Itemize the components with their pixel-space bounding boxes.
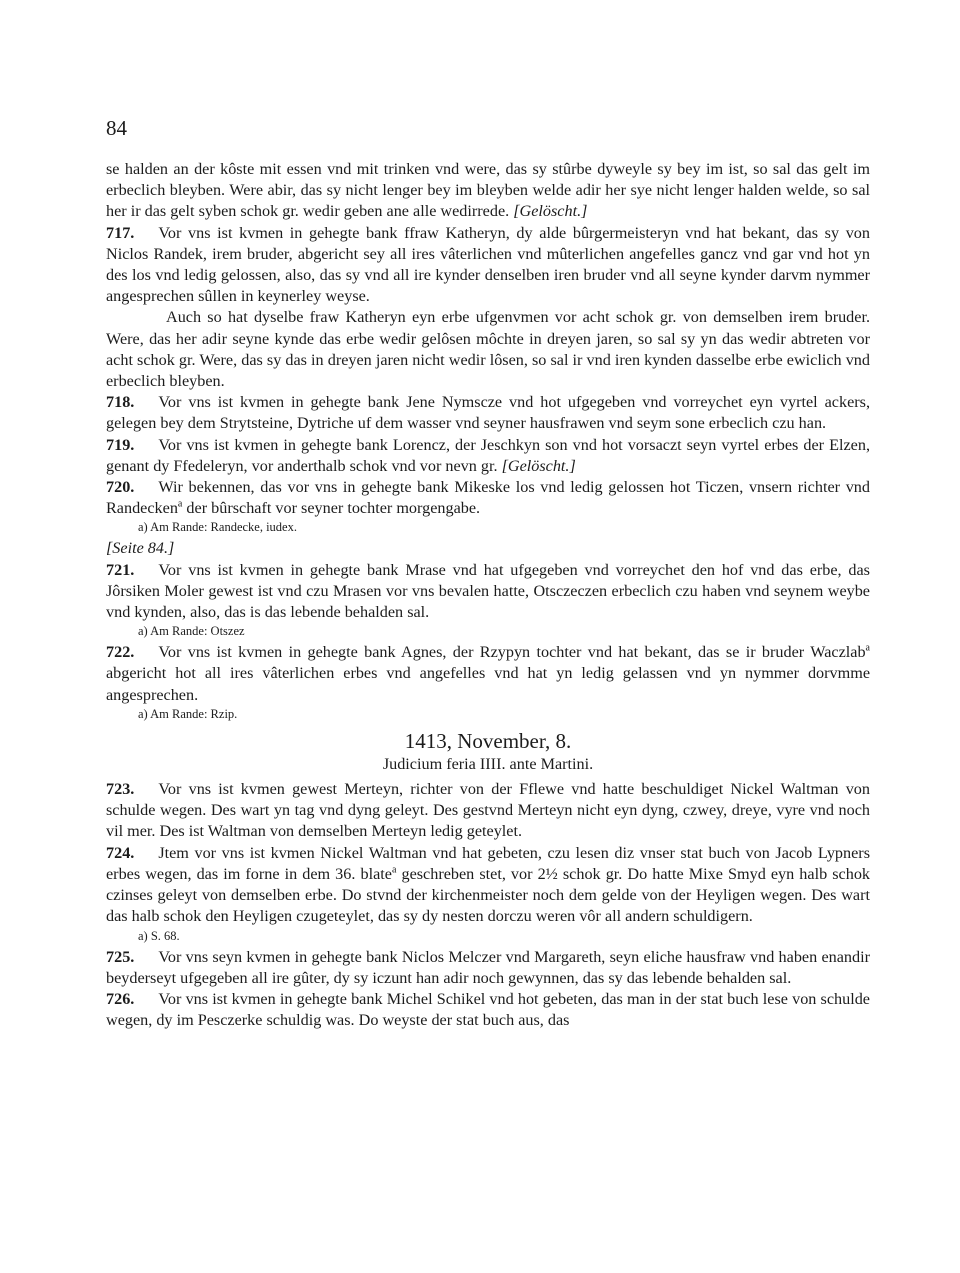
section-date: 1413, November, 8. [404, 728, 572, 753]
entry-number: 722. [106, 643, 135, 662]
entry-text-continued: geschreben stet, vor 2½ schok gr. Do hatte Mixe Smyd eyn halb schok czinses geleyt von demselben erbe. Do stvnd der kirchenmeister noch dem gelde von der Heyligen wegen. Des wart das halb schok den Heyligen czugeteylet, das sy dy nesten dorczu weren vôr all andern schuldigern. [106, 864, 871, 926]
entry-717 [106, 223, 870, 308]
entry-text-continued: der bûrschaft vor seyner tochter morgengabe. [182, 499, 481, 518]
entry-text: Wir bekennen, das vor vns in gehegte bank Mikeske los vnd ledig gelossen hot Ticzen, vnsern richter vnd Randecken [106, 478, 870, 518]
entry-number: 725. [106, 947, 135, 966]
entry-723 [106, 779, 870, 843]
entry-text: Vor vns ist kvmen in gehegte bank Mrase vnd hat ufgegeben vnd vorreychet den hof vnd das erbe, das Jôrsiken Moler gewest ist vnd czu Mrasen vor vns bevalen hatte, Otsczeczen erbeclich czu haben vnd seynem weybe vnd kynden, also, das is das lebende behalden sal. [106, 560, 870, 622]
footnote: a) Am Rande: Otszez [138, 624, 245, 639]
entry-number: 718. [106, 393, 135, 412]
section-subtitle: Judicium feria IIII. ante Martini. [382, 754, 594, 773]
entry-number: 717. [106, 223, 135, 242]
entry-717-paragraph-2: Auch so hat dyselbe fraw Katheryn eyn erbe ufgenvmen vor acht schok gr. von demselben irem bruder. Were, das her adir seyne kynde das erbe wedir gelôsen môchte in dreyen jaren, so sal sy yn das wedir abtreten vor acht schok gr. Were, das sy das in dreyen jaren nicht wedir lôsen, so sal ir vnd iren kynden dasselbe erbe ewiclich vnd erbeclich bleyben. [106, 308, 870, 391]
entry-725 [106, 947, 870, 989]
entry-724 [106, 843, 870, 928]
entry-text: Jtem vor vns ist kvmen Nickel Waltman vnd hat gebeten, czu lesen diz vnser stat buch von Jacob Lypners erbes wegen, das im forne in dem 36. blate [106, 843, 870, 883]
footnote: a) Am Rande: Rzip. [138, 706, 238, 721]
intro-paragraph [106, 159, 870, 223]
entry-text: Vor vns ist kvmen in gehegte bank ffraw Katheryn, dy alde bûrgermeisteryn vnd hat bekant, das sy von Niclos Randek, irem bruder, abgericht sey all ires vâterlichen vnd mûterlichen angefelles gancz vnd gar vnd hot yn des los vnd ledig gelossen, also, das sy vnd all ire kynder denselben iren bruder vnd all seyne kynder darvm nymmer angesprechen sûllen in keynerley weyse. [106, 223, 870, 306]
entry-number: 723. [106, 780, 135, 799]
entry-number: 721. [106, 560, 135, 579]
entry-726 [106, 989, 870, 1031]
footnote-marker: a [865, 642, 870, 654]
footnote-marker: a [391, 864, 397, 876]
entry-text: Vor vns ist kvmen in gehegte bank Michel Schikel vnd hot gebeten, das man in der stat buch lese von schulde wegen, dy im Pesczerke schuldig was. Do weyste der stat buch aus, das [106, 989, 870, 1030]
entry-text: Vor vns ist kvmen in gehegte bank Agnes, der Rzypyn tochter vnd hat bekant, das se ir bruder Waczlab [158, 643, 866, 662]
entry-text-continued: abgericht hot all ires vâterlichen erbes vnd angefelles vnd hat yn ledig gelassen vnd yn nymmer dorvmme angesprechen. [106, 664, 870, 704]
document-page [106, 115, 870, 1031]
entry-number: 720. [106, 478, 135, 497]
entry-721 [106, 560, 870, 624]
entry-number: 726. [106, 989, 135, 1008]
page-number: 84 [106, 116, 127, 140]
entry-number: 724. [106, 843, 135, 862]
entry-text: Vor vns ist kvmen in gehegte bank Lorencz, der Jeschkyn son vnd hot vorsaczt seyn vyrtel erbes der Elzen, genant dy Ffedeleryn, vor anderthalb schok vnd vor nevn gr. [106, 435, 870, 475]
footnote: a) S. 68. [138, 928, 180, 943]
footnote: a) Am Rande: Randecke, iudex. [138, 520, 297, 535]
entry-number: 719. [106, 435, 135, 454]
footnote-marker: a [177, 498, 183, 510]
entry-719 [106, 435, 870, 477]
deleted-note: [Gelöscht.] [513, 202, 588, 221]
entry-718 [106, 392, 870, 434]
deleted-note: [Gelöscht.] [501, 456, 576, 475]
entry-text: Vor vns seyn kvmen in gehegte bank Niclos Melczer vnd Margareth, seyn eliche hausfraw vnd haben enandir beyderseyt ufgegeben all ire gûter, dy sy iczunt han adir noch gewynnen, das sy das lebende behalden sal. [106, 947, 870, 987]
intro-text: se halden an der kôste mit essen vnd mit trinken vnd were, das sy stûrbe dyweyle sy bey im ist, so sal das gelt im erbeclich bleyben. Were abir, das sy nicht lenger bey im bleyben welde adir her sye nicht lenger halden welde, so sal her ir das gelt syben schok gr. wedir geben ane alle wedirrede. [106, 160, 870, 221]
entry-720 [106, 477, 870, 519]
page-marker: [Seite 84.] [106, 539, 175, 558]
entry-722 [106, 642, 870, 706]
entry-text: Vor vns ist kvmen gewest Merteyn, richter von der Fflewe vnd hatte beschuldiget Nickel Waltman von schulde wegen. Des wart yn tag vnd dyng geleyt. Des gestvnd Merteyn nicht eyn dyng, czwey, dreye, vyre vnd noch vil mer. Des ist Waltman von demselben Merteyn ledig geteylet. [106, 780, 870, 841]
entry-text: Vor vns ist kvmen in gehegte bank Jene Nymscze vnd hot ufgegeben vnd vorreychet eyn vyrtel ackers, gelegen bey dem Strytsteine, Dytriche uf dem wasser vnd seyner hausfrawen vnd seym sone erbeclich czu han. [106, 393, 870, 433]
